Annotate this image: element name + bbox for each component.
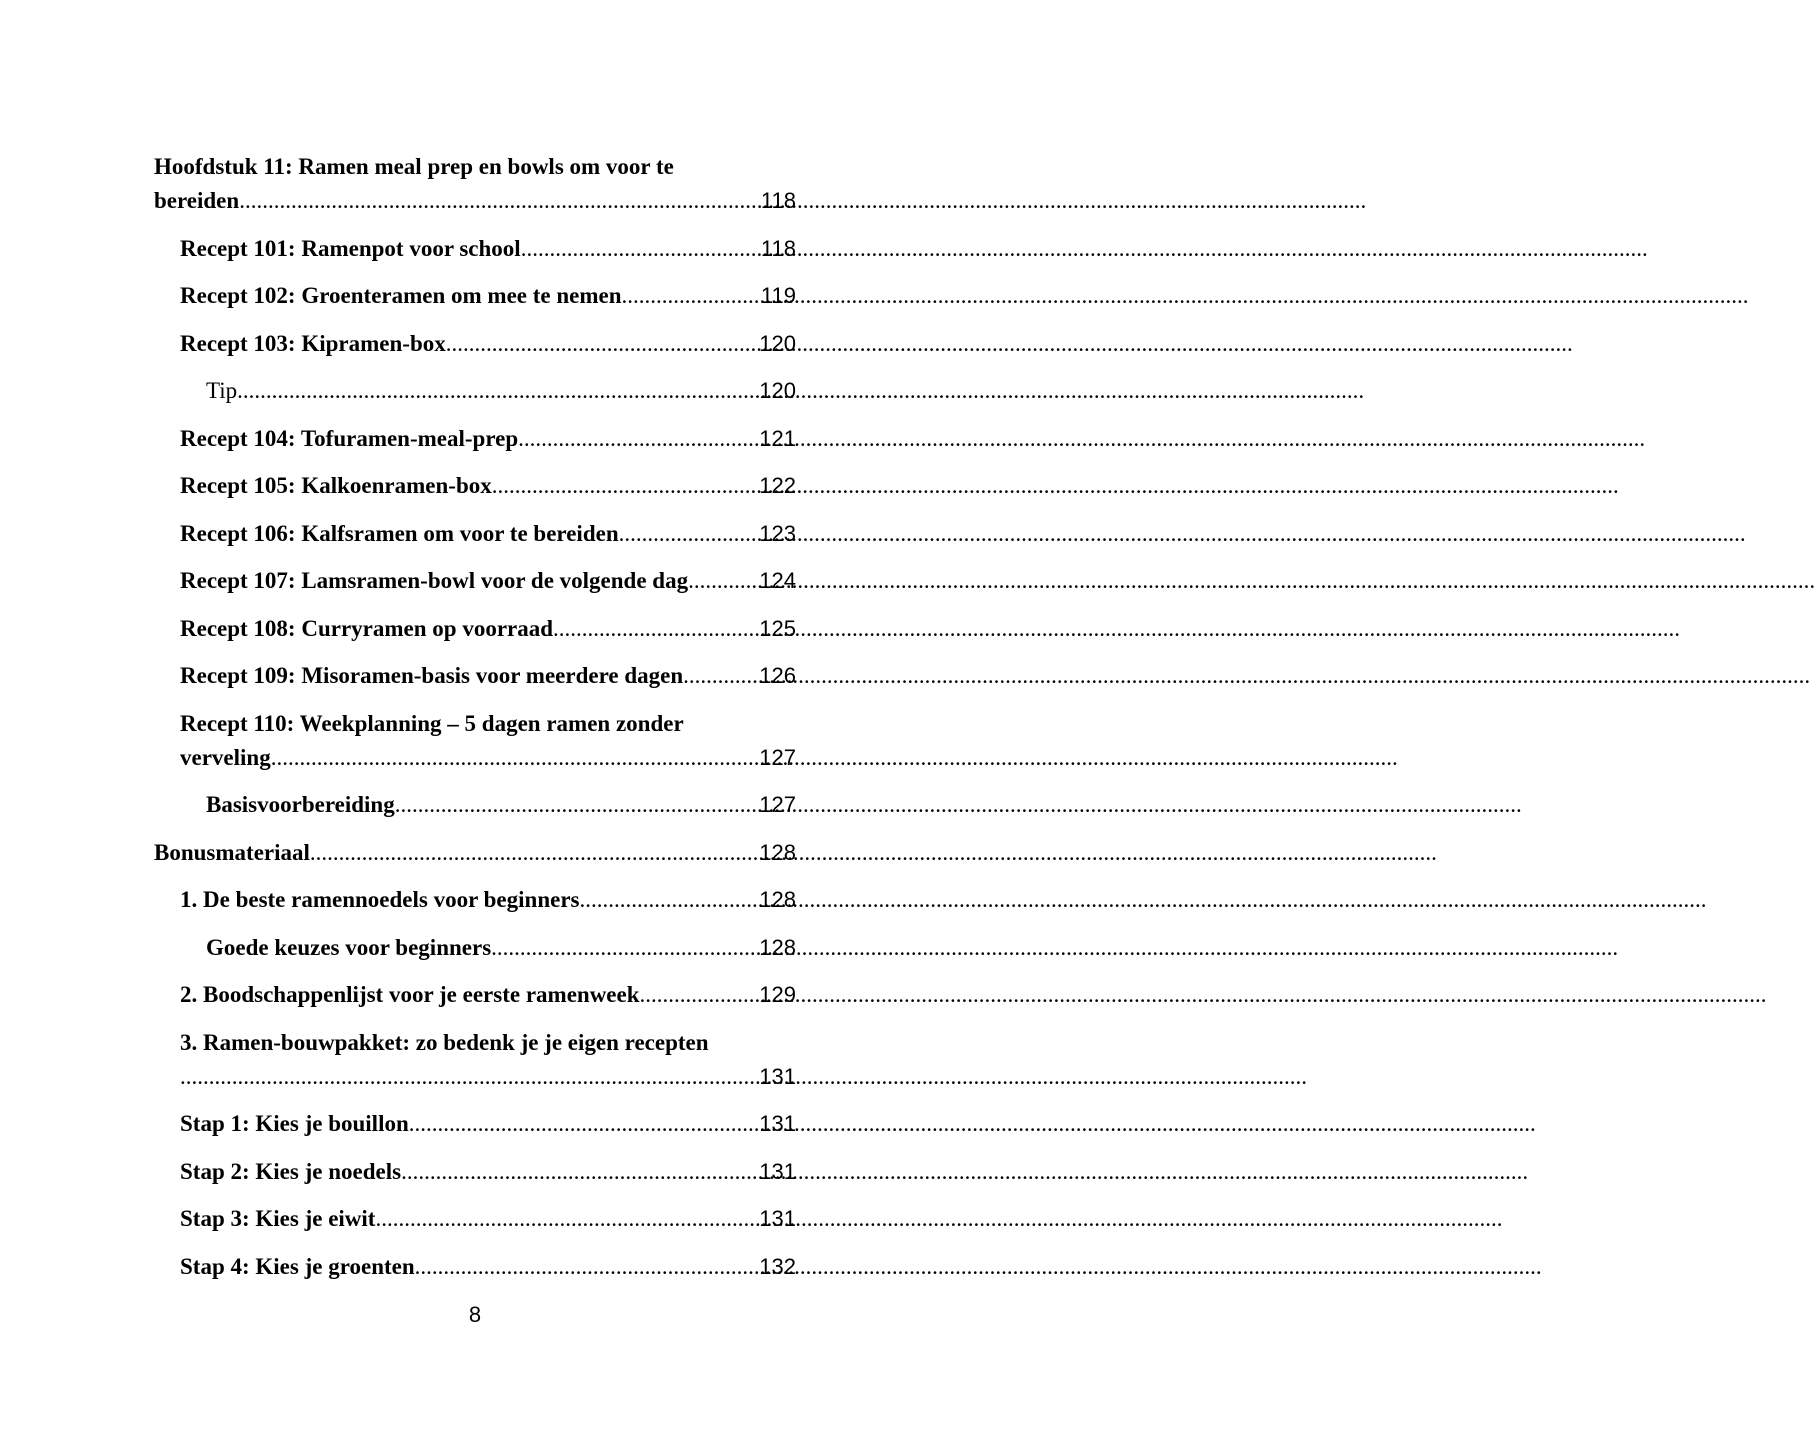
toc-entry-title: Recept 104: Tofuramen-meal-prep <box>180 425 519 451</box>
dot-leader <box>271 741 759 775</box>
toc-entry[interactable] <box>154 517 796 551</box>
toc-entry-page: 127 <box>759 744 796 770</box>
toc-entry[interactable] <box>154 150 796 218</box>
toc-entry-page: 127 <box>759 792 796 817</box>
toc-entry[interactable] <box>154 978 796 1012</box>
toc-entry[interactable] <box>154 659 796 693</box>
toc-entry[interactable] <box>154 707 796 775</box>
dot-leader <box>553 612 758 646</box>
toc-entry-page: 119 <box>760 283 796 308</box>
toc-entry[interactable] <box>154 883 796 917</box>
toc-entry-page: 118 <box>760 188 796 213</box>
toc-entry-page: 128 <box>759 839 796 865</box>
toc-entry-page: 120 <box>759 330 796 356</box>
dot-leader <box>491 931 758 965</box>
toc-entry-title-line: Recept 110: Weekplanning – 5 dagen ramen zonder <box>180 710 684 736</box>
dot-leader <box>237 374 758 408</box>
toc-entry[interactable] <box>154 374 796 408</box>
toc-entry-title: Goede keuzes voor beginners <box>206 934 492 960</box>
dot-leader <box>579 883 758 917</box>
toc-entry[interactable] <box>154 422 796 456</box>
dot-leader <box>619 517 759 551</box>
dot-leader <box>401 1155 758 1189</box>
toc-entry[interactable] <box>154 931 796 965</box>
toc-entry-title-line: 3. Ramen-bouwpakket: zo bedenk je je eigen recepten <box>180 1029 709 1055</box>
toc-entry-page: 123 <box>759 520 796 546</box>
toc-entry[interactable] <box>154 1250 796 1284</box>
toc-entry-title: Recept 109: Misoramen-basis voor meerdere dagen <box>180 663 684 688</box>
toc-entry[interactable] <box>154 232 796 266</box>
toc-entry-title: Stap 2: Kies je noedels <box>180 1158 402 1184</box>
toc-entry-page: 121 <box>759 425 796 451</box>
dot-leader <box>446 327 759 361</box>
toc-entry-title: Recept 102: Groenteramen om mee te nemen <box>180 283 622 308</box>
dot-leader <box>640 978 759 1012</box>
toc-entry-page: 131 <box>759 1063 796 1089</box>
toc-entry-title: 1. De beste ramennoedels voor beginners <box>180 887 580 912</box>
toc-entry-page: 131 <box>759 1111 796 1136</box>
toc-entry-page: 131 <box>759 1158 796 1184</box>
dot-leader <box>492 469 759 503</box>
toc-entry-title: bereiden <box>154 188 240 213</box>
toc-entry-title: 2. Boodschappenlijst voor je eerste ramenweek <box>180 982 640 1007</box>
toc-entry-title: Recept 107: Lamsramen-bowl voor de volgende dag <box>180 568 689 593</box>
toc-entry-page: 120 <box>759 378 796 403</box>
toc-entry-page: 118 <box>760 235 796 261</box>
toc-entry-title: Tip <box>206 378 238 403</box>
toc-entry-title: Basisvoorbereiding <box>206 792 395 817</box>
toc-entry-page: 128 <box>759 887 796 912</box>
toc-entry[interactable] <box>154 327 796 361</box>
toc-entry-page: 131 <box>759 1206 796 1231</box>
toc-entry[interactable] <box>154 788 796 822</box>
dot-leader <box>521 232 760 266</box>
toc-entry[interactable] <box>154 1107 796 1141</box>
toc-entry-title: Stap 4: Kies je groenten <box>180 1253 415 1279</box>
toc-entry[interactable] <box>154 836 796 870</box>
toc-entry-title: Recept 101: Ramenpot voor school <box>180 235 521 261</box>
toc-entry[interactable] <box>154 1026 796 1094</box>
toc-entry[interactable] <box>154 1155 796 1189</box>
toc-entry-title: Recept 106: Kalfsramen om voor te bereiden <box>180 520 619 546</box>
page-number: 8 <box>468 1302 482 1327</box>
toc-entry[interactable] <box>154 612 796 646</box>
toc-entry-title: Recept 108: Curryramen op voorraad <box>180 615 554 641</box>
dot-leader <box>375 1202 758 1236</box>
toc-entry-title: Bonusmateriaal <box>154 839 310 865</box>
table-of-contents <box>154 150 796 1297</box>
dot-leader <box>310 836 758 870</box>
toc-entry-title: Recept 105: Kalkoenramen-box <box>180 473 492 498</box>
dot-leader <box>415 1250 759 1284</box>
toc-entry[interactable] <box>154 1202 796 1236</box>
toc-entry-page: 122 <box>759 473 796 498</box>
toc-entry-page: 125 <box>759 615 796 641</box>
dot-leader <box>409 1107 759 1141</box>
toc-entry-title: verveling <box>180 744 271 770</box>
toc-entry-page: 128 <box>759 934 796 960</box>
dot-leader <box>180 1060 758 1094</box>
dot-leader <box>395 788 759 822</box>
toc-entry[interactable] <box>154 469 796 503</box>
toc-entry-title: Stap 1: Kies je bouillon <box>180 1111 409 1136</box>
dot-leader <box>683 659 758 693</box>
dot-leader <box>239 184 760 218</box>
toc-entry[interactable] <box>154 564 796 598</box>
toc-entry[interactable] <box>154 279 796 313</box>
toc-entry-page: 126 <box>759 663 796 688</box>
toc-entry-title: Stap 3: Kies je eiwit <box>180 1206 376 1231</box>
dot-leader <box>518 422 758 456</box>
toc-entry-title: Recept 103: Kipramen-box <box>180 330 446 356</box>
toc-entry-page: 124 <box>759 568 796 593</box>
toc-entry-page: 129 <box>759 982 796 1007</box>
toc-entry-page: 132 <box>759 1253 796 1279</box>
toc-entry-title-line: Hoofdstuk 11: Ramen meal prep en bowls om voor te <box>154 154 674 179</box>
dot-leader <box>688 564 758 598</box>
dot-leader <box>622 279 760 313</box>
